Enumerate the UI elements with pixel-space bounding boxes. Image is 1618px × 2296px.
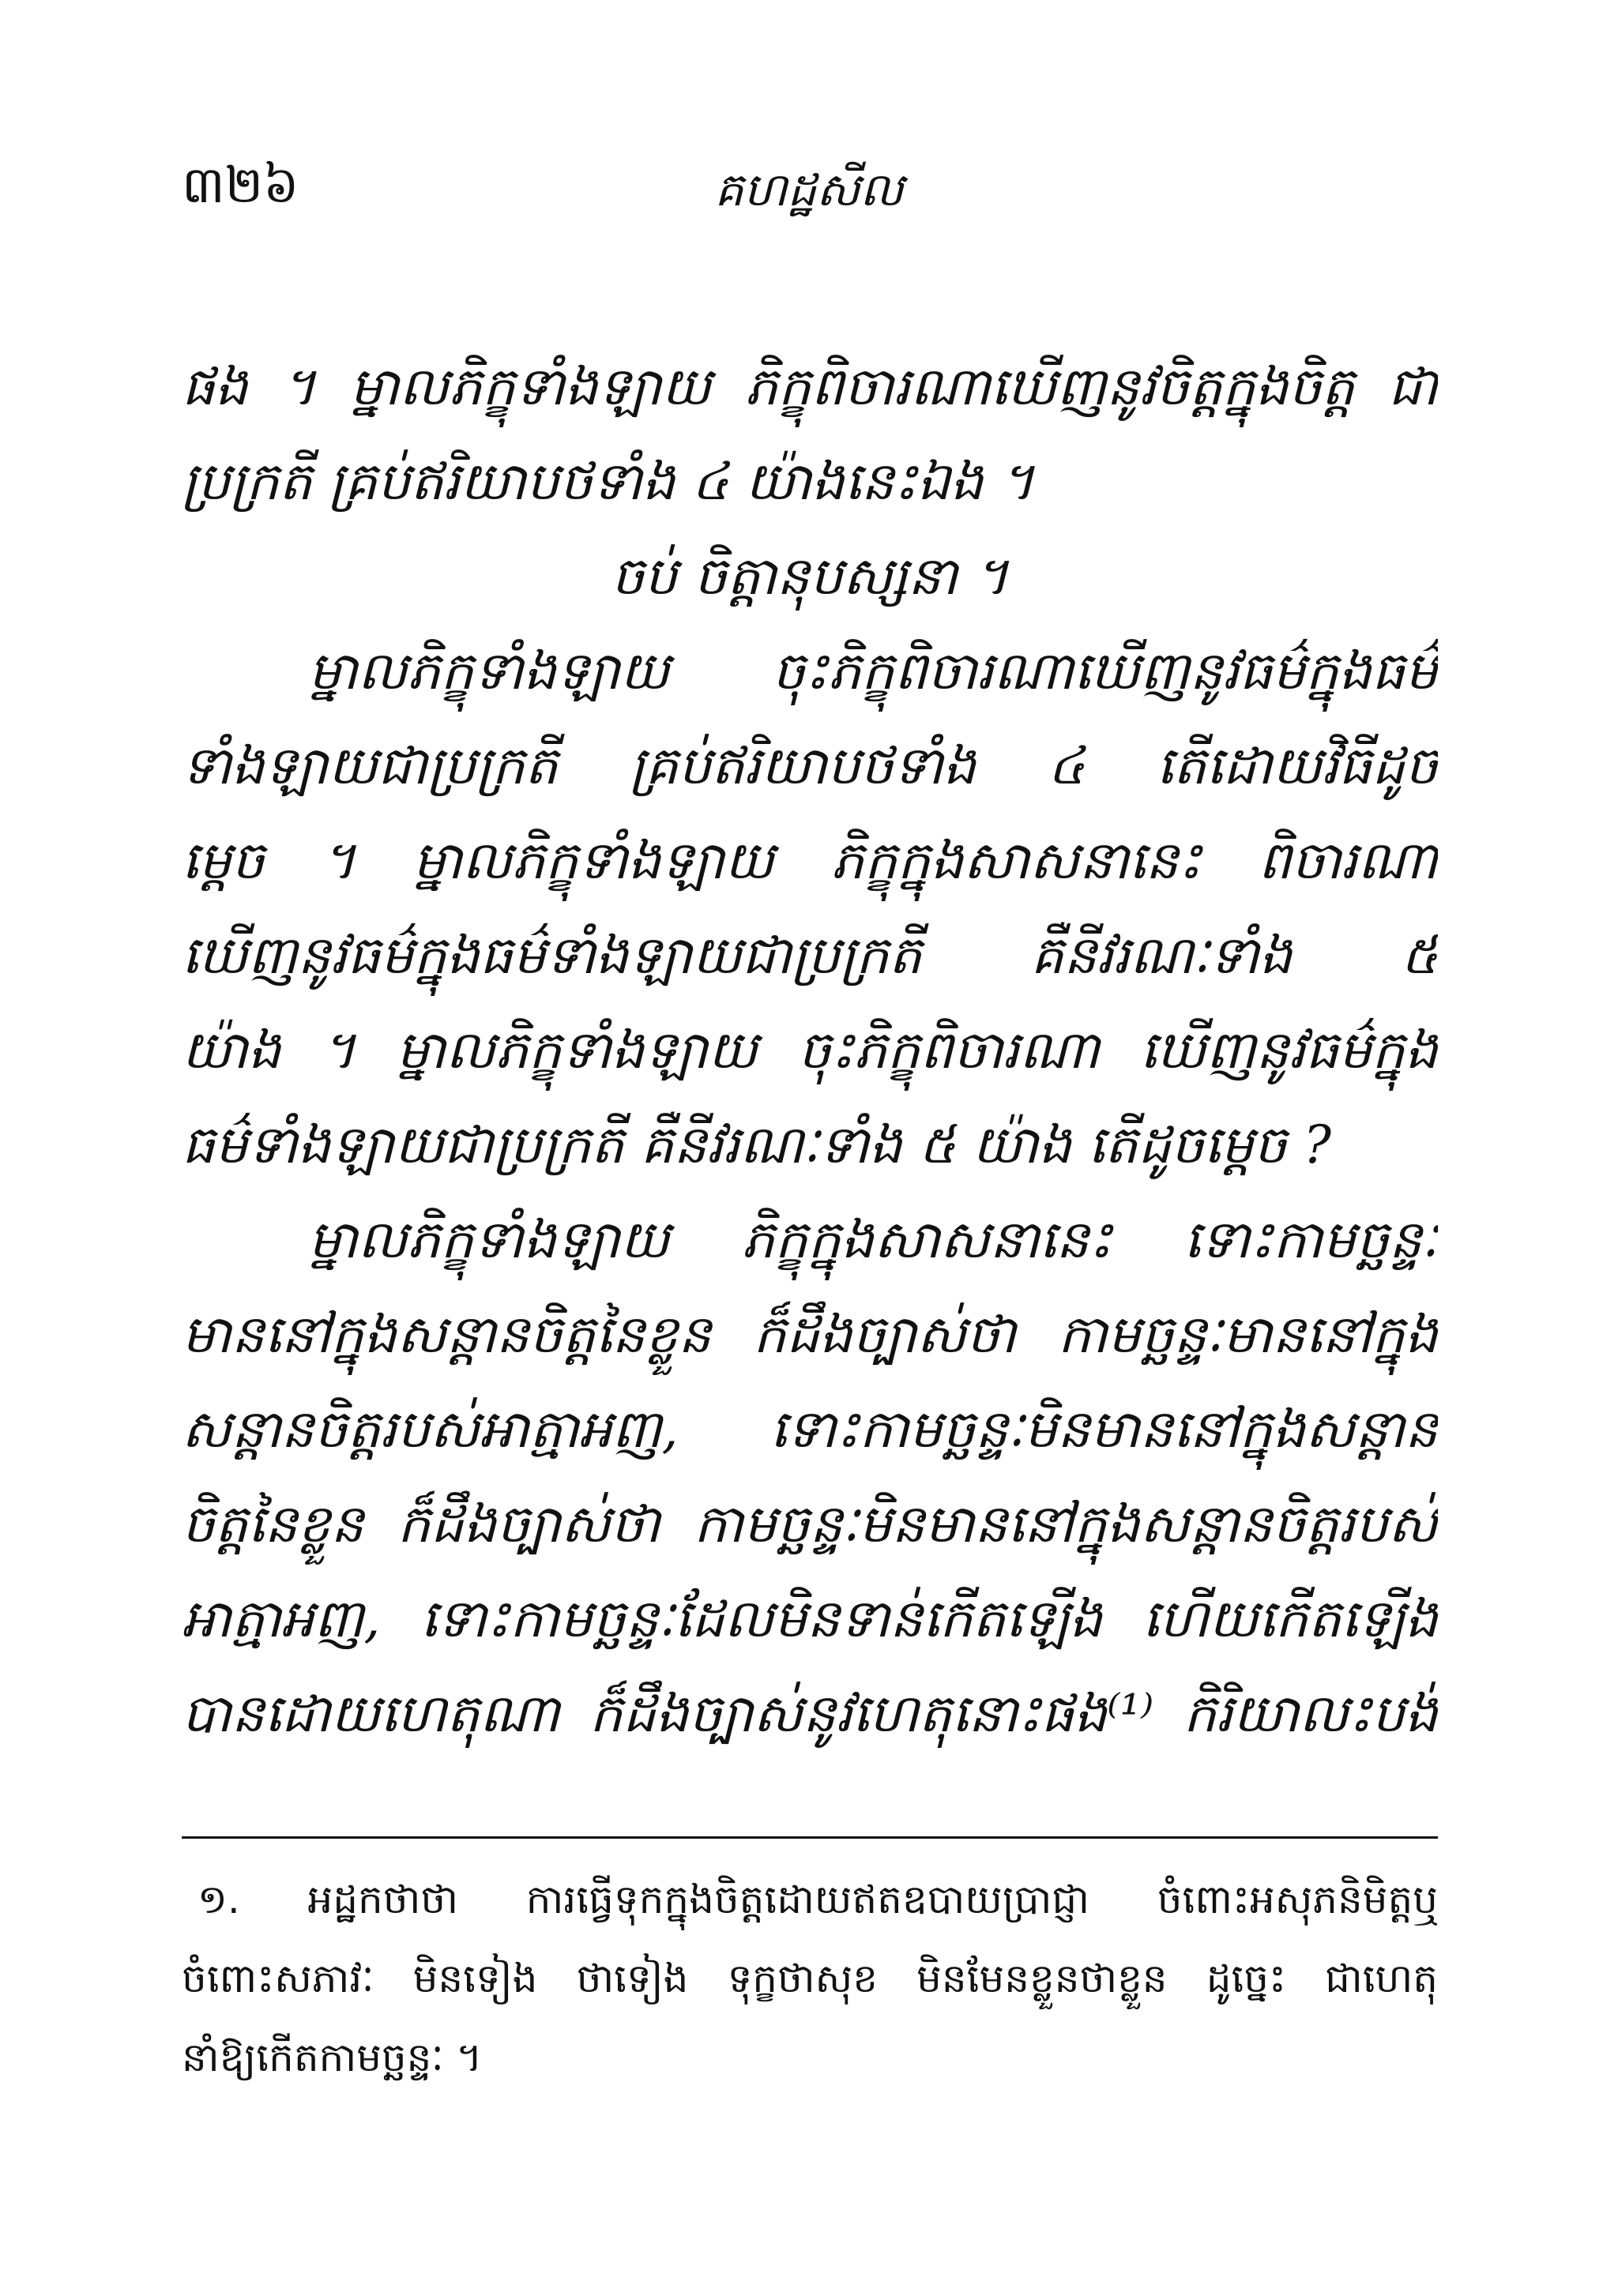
body-line: ធម៌ទាំងឡាយជាប្រក្រតី គឺនីវរណៈទាំង ៥ យ៉ាង តើដូចម្តេច ? — [182, 1114, 1331, 1175]
body-line: ម្នាលភិក្ខុទាំងឡាយ ភិក្ខុក្នុងសាសនានេះ ទោះកាមច្ឆន្ទៈ — [308, 1209, 1438, 1270]
body-line: ម្នាលភិក្ខុទាំងឡាយ ចុះភិក្ខុពិចារណាឃើញនូវធម៌ក្នុងធម៌ — [308, 641, 1438, 701]
body-line: ឃើញនូវធម៌ក្នុងធម៌ទាំងឡាយជាប្រក្រតី គឺនីវរណៈទាំង ៥ — [182, 925, 1438, 986]
body-line: សន្តានចិត្តរបស់អាត្មាអញ, ទោះកាមច្ឆន្ទៈមិនមាននៅក្នុងសន្តាន — [182, 1399, 1438, 1460]
body-line: ទាំងឡាយជាប្រក្រតី គ្រប់ឥរិយាបថទាំង ៤ តើដោយវិធីដូច — [182, 735, 1438, 796]
body-line: អាត្មាអញ, ទោះកាមច្ឆន្ទៈដែលមិនទាន់កើតឡើង ហើយកើតឡើង — [182, 1588, 1438, 1649]
footnote-line: នាំឱ្យកើតកាមច្ឆន្ទៈ ។ — [182, 2035, 483, 2080]
body-line: ប្រក្រតី គ្រប់ឥរិយាបថទាំង ៤ យ៉ាងនេះឯង ។ — [182, 451, 1035, 512]
body-line: មាននៅក្នុងសន្តានចិត្តនៃខ្លួន ក៏ដឹងច្បាស់ថា កាមច្ឆន្ទៈមាននៅក្នុង — [182, 1304, 1438, 1365]
page-number: ៣២៦ — [182, 156, 299, 215]
body-line: ចិត្តនៃខ្លួន ក៏ដឹងច្បាស់ថា កាមច្ឆន្ទៈមិនមាននៅក្នុងសន្តានចិត្តរបស់ — [182, 1494, 1438, 1554]
body-line: ម្តេច ។ ម្នាលភិក្ខុទាំងឡាយ ភិក្ខុក្នុងសាសនានេះ ពិចារណា — [182, 830, 1438, 891]
section-end-heading: ចប់ ចិត្តានុបស្សនា ។ — [611, 546, 1009, 607]
body-line: ផង ។ ម្នាលភិក្ខុទាំងឡាយ ភិក្ខុពិចារណាឃើញនូវចិត្តក្នុងចិត្ត ជា — [182, 356, 1438, 417]
body-line: បានដោយហេតុណា ក៏ដឹងច្បាស់នូវហេតុនោះផង⁽¹⁾ កិរិយាលះបង់ — [182, 1683, 1438, 1744]
running-title: គហដ្ឋសីល — [714, 163, 904, 216]
footnote-rule — [182, 1836, 1438, 1839]
body-line: យ៉ាង ។ ម្នាលភិក្ខុទាំងឡាយ ចុះភិក្ខុពិចារណា ឃើញនូវធម៌ក្នុង — [182, 1020, 1438, 1080]
footnote-line: ១. អដ្ឋកថាថា ការធ្វើទុកក្នុងចិត្តដោយឥតឧបាយប្រាជ្ញា ចំពោះអសុភនិមិត្តឬ — [198, 1877, 1438, 1922]
footnote-line: ចំពោះសភាវៈ មិនទៀង ថាទៀង ទុក្ខថាសុខ មិនមែនខ្លួនថាខ្លួន ដូច្នេះ ជាហេតុ — [182, 1956, 1438, 2001]
